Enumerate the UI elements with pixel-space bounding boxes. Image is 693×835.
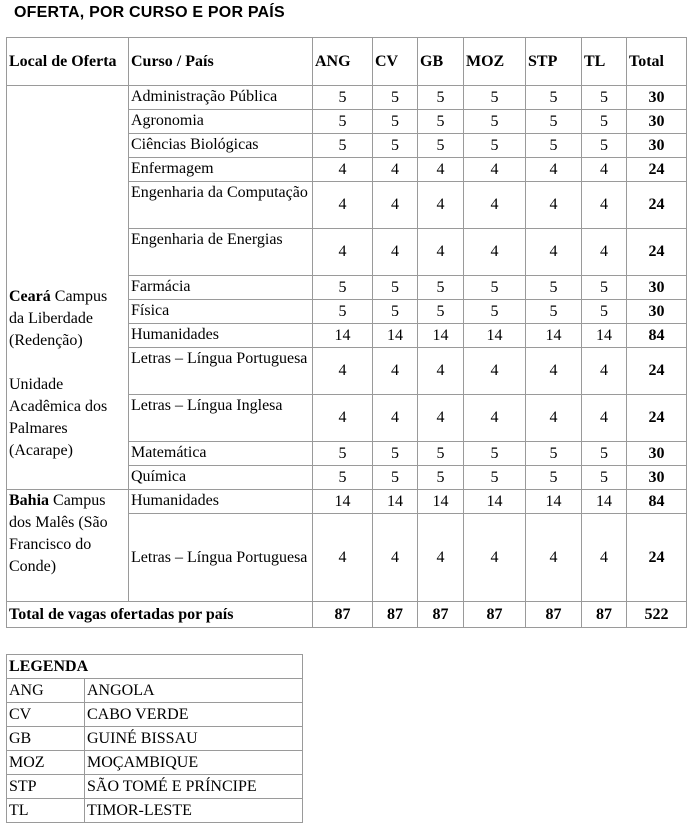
header-local: Local de Oferta bbox=[7, 38, 129, 86]
seat-count: 5 bbox=[313, 300, 373, 324]
seat-count: 5 bbox=[526, 276, 582, 300]
seat-count: 5 bbox=[418, 276, 464, 300]
offer-table bbox=[6, 37, 687, 628]
seat-count: 4 bbox=[526, 514, 582, 602]
total-cv: 87 bbox=[373, 602, 418, 628]
page-title: OFERTA, POR CURSO E POR PAÍS bbox=[14, 4, 285, 21]
seat-count: 4 bbox=[418, 348, 464, 395]
row-total: 30 bbox=[627, 300, 687, 324]
row-total: 24 bbox=[627, 395, 687, 442]
seat-count: 4 bbox=[313, 229, 373, 276]
total-label: Total de vagas ofertadas por país bbox=[7, 602, 313, 628]
seat-count: 4 bbox=[582, 348, 627, 395]
row-total: 24 bbox=[627, 158, 687, 182]
location-state: Ceará bbox=[9, 288, 51, 305]
location-unit: Unidade Acadêmica dos Palmares (Acarape) bbox=[9, 376, 108, 459]
seat-count: 4 bbox=[418, 229, 464, 276]
legend-country: CABO VERDE bbox=[85, 703, 303, 727]
seat-count: 4 bbox=[418, 514, 464, 602]
course-name: Letras – Língua Portuguesa bbox=[129, 514, 313, 602]
seat-count: 4 bbox=[418, 182, 464, 229]
seat-count: 4 bbox=[526, 395, 582, 442]
location-cell bbox=[7, 490, 129, 602]
seat-count: 5 bbox=[418, 86, 464, 110]
legend-country: ANGOLA bbox=[85, 679, 303, 703]
seat-count: 5 bbox=[418, 110, 464, 134]
row-total: 30 bbox=[627, 134, 687, 158]
seat-count: 14 bbox=[373, 490, 418, 514]
total-grand: 522 bbox=[627, 602, 687, 628]
seat-count: 5 bbox=[582, 276, 627, 300]
header-gb: GB bbox=[418, 38, 464, 86]
legend-code: ANG bbox=[7, 679, 85, 703]
seat-count: 5 bbox=[464, 86, 526, 110]
total-gb: 87 bbox=[418, 602, 464, 628]
course-name: Matemática bbox=[129, 442, 313, 466]
legend-country: GUINÉ BISSAU bbox=[85, 727, 303, 751]
seat-count: 5 bbox=[373, 466, 418, 490]
seat-count: 14 bbox=[373, 324, 418, 348]
seat-count: 4 bbox=[418, 395, 464, 442]
header-course: Curso / País bbox=[129, 38, 313, 86]
seat-count: 4 bbox=[464, 158, 526, 182]
seat-count: 4 bbox=[526, 182, 582, 229]
legend-row bbox=[7, 775, 303, 799]
course-name: Humanidades bbox=[129, 490, 313, 514]
seat-count: 14 bbox=[418, 490, 464, 514]
table-row bbox=[7, 86, 687, 110]
course-name: Letras – Língua Inglesa bbox=[129, 395, 313, 442]
seat-count: 4 bbox=[313, 395, 373, 442]
legend-country: MOÇAMBIQUE bbox=[85, 751, 303, 775]
seat-count: 14 bbox=[526, 324, 582, 348]
seat-count: 5 bbox=[373, 442, 418, 466]
seat-count: 4 bbox=[373, 514, 418, 602]
table-row bbox=[7, 490, 687, 514]
seat-count: 5 bbox=[418, 134, 464, 158]
legend-country: SÃO TOMÉ E PRÍNCIPE bbox=[85, 775, 303, 799]
seat-count: 5 bbox=[313, 134, 373, 158]
row-total: 30 bbox=[627, 466, 687, 490]
seat-count: 5 bbox=[582, 300, 627, 324]
seat-count: 5 bbox=[464, 134, 526, 158]
course-name: Engenharia da Computação bbox=[129, 182, 313, 229]
seat-count: 14 bbox=[582, 490, 627, 514]
seat-count: 5 bbox=[418, 466, 464, 490]
seat-count: 5 bbox=[526, 466, 582, 490]
seat-count: 5 bbox=[582, 466, 627, 490]
header-row bbox=[7, 38, 687, 86]
course-name: Humanidades bbox=[129, 324, 313, 348]
seat-count: 4 bbox=[526, 348, 582, 395]
seat-count: 4 bbox=[582, 158, 627, 182]
row-total: 30 bbox=[627, 276, 687, 300]
seat-count: 4 bbox=[582, 514, 627, 602]
total-moz: 87 bbox=[464, 602, 526, 628]
seat-count: 14 bbox=[313, 490, 373, 514]
seat-count: 4 bbox=[582, 229, 627, 276]
seat-count: 5 bbox=[373, 134, 418, 158]
location-campus: Campus da Liberdade (Redenção) bbox=[9, 288, 108, 349]
header-tl: TL bbox=[582, 38, 627, 86]
row-total: 24 bbox=[627, 182, 687, 229]
seat-count: 4 bbox=[464, 229, 526, 276]
seat-count: 5 bbox=[464, 300, 526, 324]
total-tl: 87 bbox=[582, 602, 627, 628]
seat-count: 4 bbox=[373, 182, 418, 229]
seat-count: 4 bbox=[582, 395, 627, 442]
seat-count: 5 bbox=[313, 86, 373, 110]
seat-count: 5 bbox=[373, 110, 418, 134]
row-total: 84 bbox=[627, 324, 687, 348]
row-total: 24 bbox=[627, 514, 687, 602]
seat-count: 5 bbox=[313, 466, 373, 490]
seat-count: 4 bbox=[464, 182, 526, 229]
seat-count: 4 bbox=[313, 158, 373, 182]
seat-count: 5 bbox=[464, 110, 526, 134]
legend-row bbox=[7, 799, 303, 823]
seat-count: 4 bbox=[582, 182, 627, 229]
seat-count: 5 bbox=[313, 442, 373, 466]
seat-count: 5 bbox=[464, 442, 526, 466]
seat-count: 4 bbox=[526, 229, 582, 276]
seat-count: 5 bbox=[418, 442, 464, 466]
seat-count: 5 bbox=[582, 442, 627, 466]
seat-count: 14 bbox=[582, 324, 627, 348]
seat-count: 4 bbox=[526, 158, 582, 182]
course-name: Enfermagem bbox=[129, 158, 313, 182]
course-name: Administração Pública bbox=[129, 86, 313, 110]
course-name: Farmácia bbox=[129, 276, 313, 300]
seat-count: 5 bbox=[526, 86, 582, 110]
seat-count: 4 bbox=[464, 348, 526, 395]
legend-code: CV bbox=[7, 703, 85, 727]
row-total: 84 bbox=[627, 490, 687, 514]
seat-count: 4 bbox=[464, 395, 526, 442]
course-name: Física bbox=[129, 300, 313, 324]
header-cv: CV bbox=[373, 38, 418, 86]
legend-row bbox=[7, 679, 303, 703]
seat-count: 5 bbox=[373, 276, 418, 300]
row-total: 30 bbox=[627, 86, 687, 110]
total-ang: 87 bbox=[313, 602, 373, 628]
row-total: 30 bbox=[627, 110, 687, 134]
seat-count: 4 bbox=[313, 514, 373, 602]
header-moz: MOZ bbox=[464, 38, 526, 86]
seat-count: 5 bbox=[464, 466, 526, 490]
seat-count: 4 bbox=[373, 395, 418, 442]
legend-code: GB bbox=[7, 727, 85, 751]
seat-count: 14 bbox=[313, 324, 373, 348]
row-total: 24 bbox=[627, 348, 687, 395]
seat-count: 5 bbox=[526, 442, 582, 466]
seat-count: 5 bbox=[526, 300, 582, 324]
seat-count: 4 bbox=[313, 182, 373, 229]
legend-code: TL bbox=[7, 799, 85, 823]
seat-count: 14 bbox=[464, 490, 526, 514]
legend-country: TIMOR-LESTE bbox=[85, 799, 303, 823]
location-state: Bahia bbox=[9, 492, 50, 509]
total-stp: 87 bbox=[526, 602, 582, 628]
header-stp: STP bbox=[526, 38, 582, 86]
seat-count: 4 bbox=[373, 229, 418, 276]
legend-row bbox=[7, 703, 303, 727]
header-total: Total bbox=[627, 38, 687, 86]
legend-code: MOZ bbox=[7, 751, 85, 775]
row-total: 24 bbox=[627, 229, 687, 276]
legend-title: LEGENDA bbox=[7, 655, 303, 679]
course-name: Engenharia de Energias bbox=[129, 229, 313, 276]
seat-count: 5 bbox=[582, 110, 627, 134]
seat-count: 4 bbox=[418, 158, 464, 182]
seat-count: 5 bbox=[418, 300, 464, 324]
seat-count: 4 bbox=[373, 158, 418, 182]
seat-count: 5 bbox=[582, 134, 627, 158]
seat-count: 5 bbox=[313, 110, 373, 134]
seat-count: 4 bbox=[313, 348, 373, 395]
seat-count: 4 bbox=[464, 514, 526, 602]
seat-count: 5 bbox=[582, 86, 627, 110]
legend-row bbox=[7, 727, 303, 751]
seat-count: 4 bbox=[373, 348, 418, 395]
legend-table bbox=[6, 654, 303, 823]
seat-count: 5 bbox=[464, 276, 526, 300]
course-name: Química bbox=[129, 466, 313, 490]
seat-count: 5 bbox=[526, 110, 582, 134]
seat-count: 5 bbox=[373, 86, 418, 110]
total-row bbox=[7, 602, 687, 628]
seat-count: 14 bbox=[526, 490, 582, 514]
row-total: 30 bbox=[627, 442, 687, 466]
seat-count: 14 bbox=[464, 324, 526, 348]
legend-code: STP bbox=[7, 775, 85, 799]
location-cell bbox=[7, 86, 129, 490]
seat-count: 5 bbox=[313, 276, 373, 300]
seat-count: 5 bbox=[526, 134, 582, 158]
location-campus: Campus dos Malês (São Francisco do Conde) bbox=[9, 492, 108, 575]
course-name: Letras – Língua Portuguesa bbox=[129, 348, 313, 395]
legend-row bbox=[7, 751, 303, 775]
course-name: Ciências Biológicas bbox=[129, 134, 313, 158]
course-name: Agronomia bbox=[129, 110, 313, 134]
header-ang: ANG bbox=[313, 38, 373, 86]
seat-count: 14 bbox=[418, 324, 464, 348]
seat-count: 5 bbox=[373, 300, 418, 324]
